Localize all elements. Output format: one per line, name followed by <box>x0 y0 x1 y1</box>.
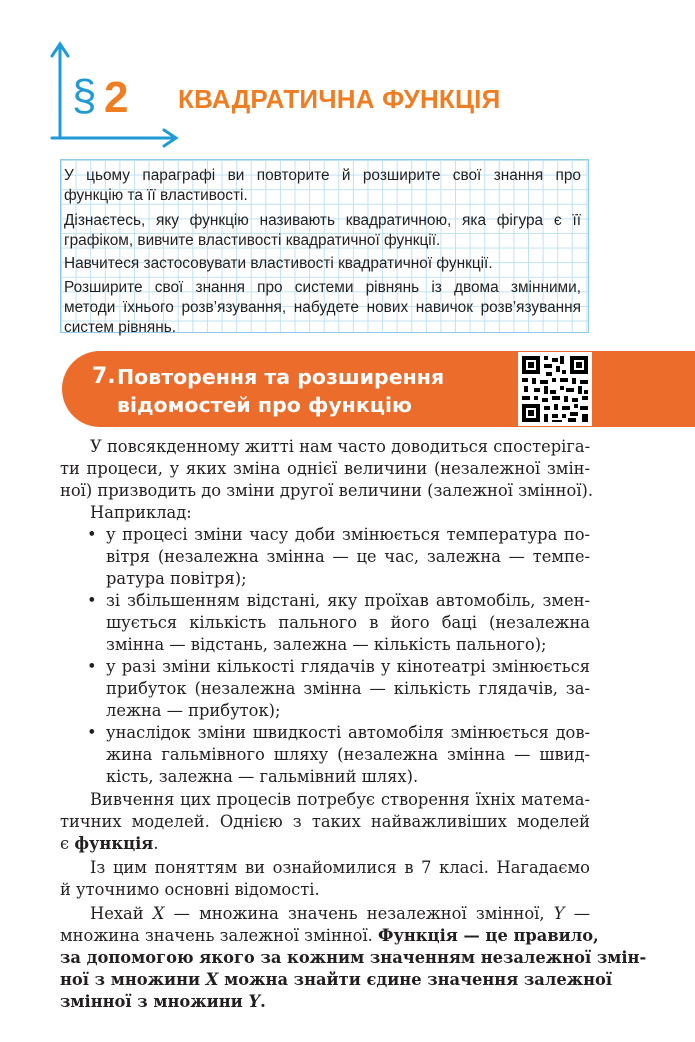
text-line <box>60 834 590 854</box>
qr-code-icon[interactable] <box>518 352 592 426</box>
bullet-line: прибуток (незалежна змінна — кількість глядачів, за- <box>106 679 590 698</box>
intro-grid-box <box>60 159 589 336</box>
bullet-marker: • <box>87 591 97 610</box>
definition-line: за допомогою якого за кожним значенням незалежної змін- <box>60 948 647 967</box>
text-line <box>90 904 590 924</box>
section-title-line1: Повторення та розширення <box>117 365 445 389</box>
bullet-marker: • <box>87 525 97 544</box>
intro-line: функцію та її властивості. <box>64 187 248 204</box>
text-fragment: — множина значень незалежної змінної, <box>173 904 545 923</box>
bullet-line: у разі зміни кількості глядачів у кінотеатрі змінюється <box>106 657 590 676</box>
text-fragment: Нехай <box>90 904 144 923</box>
bullet-marker: • <box>87 657 97 676</box>
text-line: У повсякденному житті нам часто доводиться спостеріга- <box>90 437 591 456</box>
text-line: Вивчення цих процесів потребує створення їхніх матема- <box>90 790 590 809</box>
bullet-line: ратура повітря); <box>106 569 247 588</box>
definition-start: Функція — це правило, <box>378 926 599 945</box>
intro-line: Розширите свої знання про системи рівнянь із двома змінними, <box>64 279 581 296</box>
definition-line <box>60 970 613 990</box>
intro-line: графіком, вивчите властивості квадратичної функції. <box>64 232 441 249</box>
intro-line: У цьому параграфі ви повторите й розширите свої знання про <box>64 167 581 184</box>
text-fragment: ної з множини <box>60 970 201 989</box>
bullet-line: вітря (незалежна змінна — це час, залежна — темпе- <box>106 547 590 566</box>
term-function: функція <box>74 834 154 853</box>
intro-line: Навчитеся застосовувати властивості квадратичної функції. <box>64 255 493 272</box>
set-y: Y <box>553 904 565 923</box>
text-fragment: — <box>573 904 590 923</box>
intro-line: Дізнаєтесь, яку функцію називають квадратичною, яка фігура є її <box>64 212 581 229</box>
set-x: X <box>152 904 165 923</box>
text-fragment: . <box>260 992 266 1011</box>
bullet-line: унаслідок зміни швидкості автомобіля змінюється дов- <box>106 723 590 742</box>
section-title-line2: відомостей про функцію <box>117 393 412 417</box>
section-number: 7. <box>92 364 116 389</box>
intro-paragraph <box>61 211 590 251</box>
bullet-marker: • <box>87 723 97 742</box>
bullet-line: кість, залежна — гальмівний шлях). <box>106 767 419 786</box>
text-fragment: змінної з множини <box>60 992 243 1011</box>
text-line: ної) призводить до зміни другої величини (залежної змінної). <box>60 481 594 500</box>
intro-paragraph <box>61 254 590 274</box>
text-fragment: є <box>60 834 70 853</box>
bullet-line: шується кількість пального в його баці (незалежна <box>106 613 590 632</box>
text-line: ти процеси, у яких зміна однієї величини (незалежної змін- <box>60 459 590 478</box>
bullet-line: у процесі зміни часу доби змінюється температура по- <box>106 525 590 544</box>
bullet-line: змінна — відстань, залежна — кількість пального); <box>106 635 547 654</box>
chapter-title: КВАДРАТИЧНА ФУНКЦІЯ <box>178 84 501 114</box>
intro-line: систем рівнянь. <box>64 319 177 336</box>
set-y: Y <box>248 992 261 1011</box>
paragraph-number: 2 <box>104 73 129 122</box>
text-line <box>60 926 599 946</box>
example-label: Наприклад: <box>90 503 192 522</box>
text-line: й уточнимо основні відомості. <box>60 880 320 899</box>
text-fragment: можна знайти єдине значення залежної <box>224 970 613 989</box>
bullet-line: лежна — прибуток); <box>106 701 281 720</box>
bullet-line: жина гальмівного шляху (незалежна змінна — швид- <box>106 745 590 764</box>
definition-line <box>60 992 590 1012</box>
intro-paragraph <box>61 166 590 206</box>
set-x: X <box>205 970 219 989</box>
text-fragment: . <box>153 834 159 853</box>
paragraph-sign: § <box>72 71 97 120</box>
text-line: Із цим поняттям ви ознайомилися в 7 класі. Нагадаємо <box>90 858 590 877</box>
text-fragment: множина значень залежної змінної. <box>60 926 373 945</box>
bullet-line: зі збільшенням відстані, яку проїхав автомобіль, змен- <box>106 591 590 610</box>
intro-paragraph <box>61 278 590 338</box>
text-line: тичних моделей. Однією з таких найважливіших моделей <box>60 812 590 831</box>
intro-line: методи їхнього розв’язування, набудете нових навичок розв’язування <box>64 299 581 316</box>
